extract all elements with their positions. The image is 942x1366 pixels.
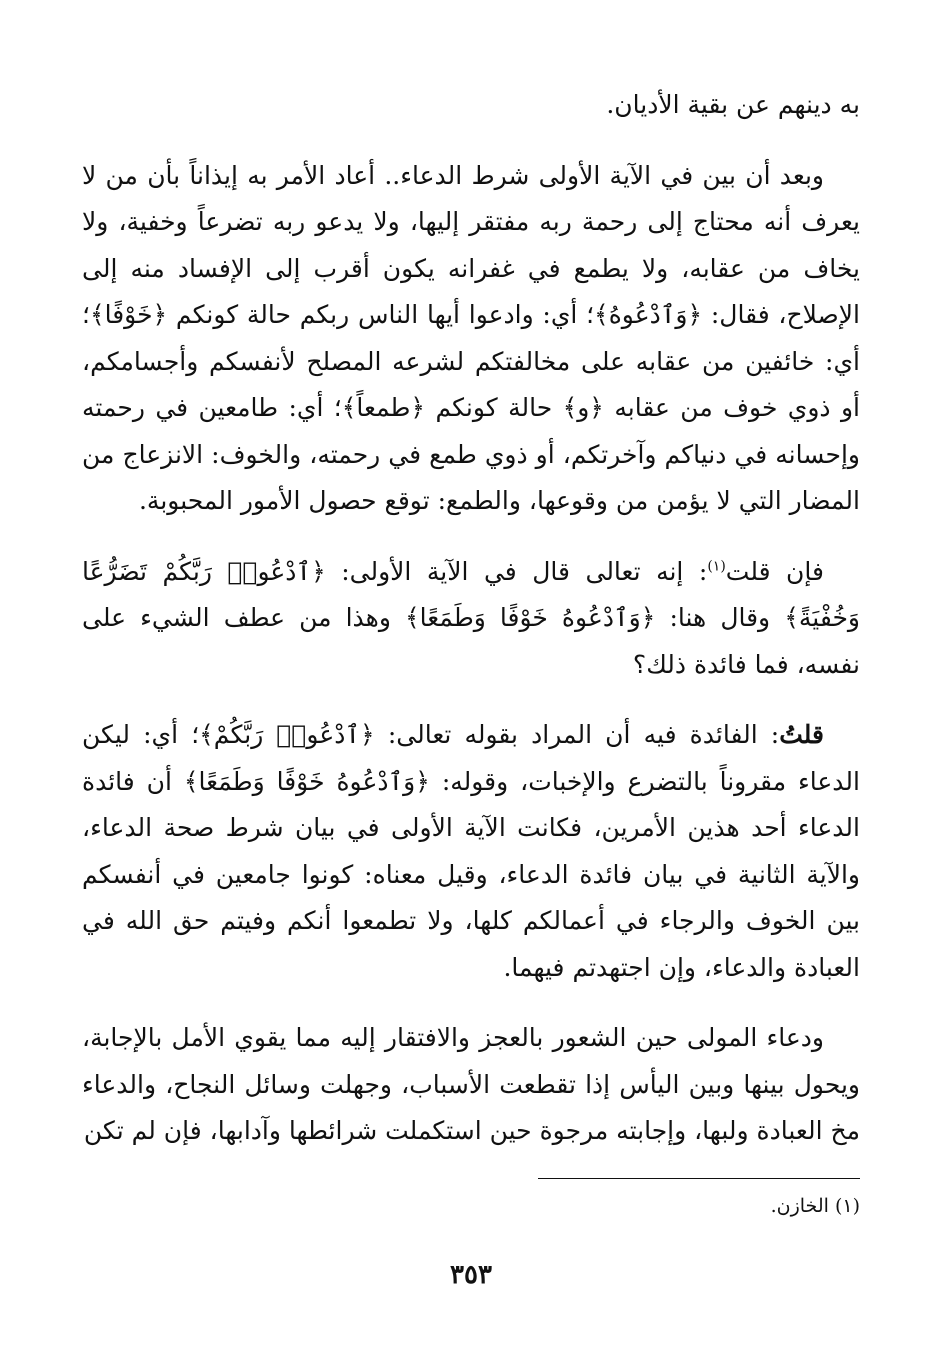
paragraph-gap	[82, 688, 860, 712]
paragraph-gap	[82, 129, 860, 153]
footnote-reference: (١)	[707, 558, 726, 575]
paragraph-gap	[82, 525, 860, 549]
paragraph-gap	[82, 991, 860, 1015]
paragraph-3	[82, 549, 860, 689]
paragraph-5	[82, 1015, 860, 1155]
paragraph-3-text	[82, 549, 860, 689]
answer-lead: قلتُ	[779, 720, 824, 749]
page-number: ٣٥٣	[450, 1260, 492, 1290]
footnote	[260, 1190, 860, 1222]
paragraph-4-text	[82, 712, 860, 991]
paragraph-1	[82, 82, 860, 129]
paragraph-2-text: وبعد أن بين في الآية الأولى شرط الدعاء.. أعاد الأمر به إيذاناً بأن من لا يعرف أنه محتاج إلى رحمة ربه مفتقر إليها، ولا يدعو ربه تضرعاً وخفية، ولا يخاف من عقابه، ولا يطمع في غفرانه يكون أقرب إلى الإفساد منه إلى الإصلاح، فقال: ﴿وَٱدْعُوهُ﴾؛ أي: وادعوا أيها الناس ربكم حالة كونكم ﴿خَوْفًا﴾؛ أي: خائفين من عقابه على مخالفتكم لشرعه المصلح لأنفسكم وأجسامكم، أو ذوي خوف من عقابه ﴿و﴾ حالة كونكم ﴿طمعاً﴾؛ أي: طامعين في رحمته وإحسانه في دنياكم وآخرتكم، أو ذوي طمع في رحمته، والخوف: الانزعاج من المضار التي لا يؤمن من وقوعها، والطمع: توقع حصول الأمور المحبوبة.	[82, 160, 860, 515]
footnote-divider	[538, 1178, 860, 1179]
answer-body: : الفائدة فيه أن المراد بقوله تعالى: ﴿ٱدْعُوا۟ رَبَّكُمْ﴾؛ أي: ليكن الدعاء مقروناً بالتضرع والإخبات، وقوله: ﴿وَٱدْعُوهُ خَوْفًا وَطَمَعًا﴾ أن فائدة الدعاء أحد هذين الأمرين، فكانت الآية الأولى في بيان شرط صحة الدعاء، والآية الثانية في بيان فائدة الدعاء، وقيل معناه: كونوا جامعين في أنفسكم بين الخوف والرجاء في أعمالكم كلها، ولا تطمعوا أنكم وفيتم حق الله في العبادة والدعاء، وإن اجتهدتم فيهما.	[82, 720, 860, 982]
paragraph-2	[82, 153, 860, 525]
footnote-text: الخازن.	[770, 1195, 829, 1217]
page-body	[82, 82, 860, 1155]
footnote-number: (١)	[834, 1195, 860, 1217]
paragraph-1-text: به دينهم عن بقية الأديان.	[606, 90, 860, 119]
question-lead: فإن قلت	[725, 556, 824, 586]
paragraph-4	[82, 712, 860, 991]
question-body: : إنه تعالى قال في الآية الأولى: ﴿ٱدْعُوا۟ رَبَّكُمْ تَضَرُّعًا وَخُفْيَةً﴾ وقال هنا: ﴿وَٱدْعُوهُ خَوْفًا وَطَمَعًا﴾ وهذا من عطف الشيء على نفسه، فما فائدة ذلك؟	[82, 556, 860, 679]
paragraph-5-text: ودعاء المولى حين الشعور بالعجز والافتقار إليه مما يقوي الأمل بالإجابة، ويحول بينها وبين اليأس إذا تقطعت الأسباب، وجهلت وسائل النجاح، والدعاء مخ العبادة ولبها، وإجابته مرجوة حين استكملت شرائطها وآدابها، فإن لم تكن	[82, 1023, 860, 1145]
